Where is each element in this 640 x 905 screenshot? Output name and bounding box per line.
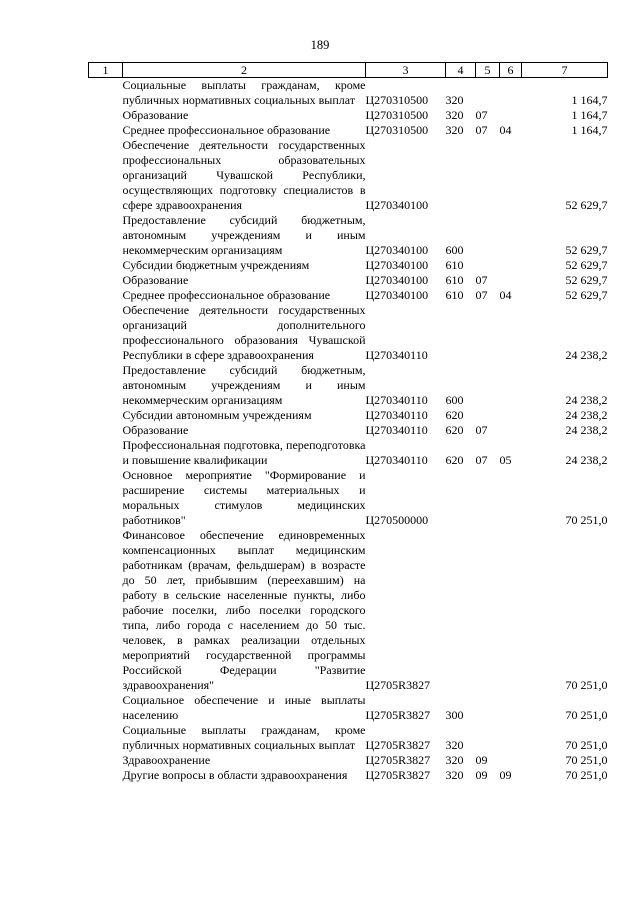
row-amount-cell: 70 251,0	[565, 708, 608, 722]
table-row	[89, 303, 608, 363]
row-subsection-cell: 09	[499, 768, 512, 782]
row-section-cell	[476, 528, 500, 693]
row-code-cell: Ц270340100	[365, 288, 429, 302]
row-number-cell	[89, 138, 123, 213]
row-code-cell: Ц270340110	[365, 408, 428, 422]
row-amount-cell: 70 251,0	[565, 738, 608, 752]
row-expense-type-cell	[446, 138, 476, 213]
table-row	[89, 78, 608, 109]
row-expense-type-cell: 320	[445, 123, 464, 137]
row-name-cell: Образование	[122, 108, 189, 122]
row-name-cell: Субсидии бюджетным учреждениям	[122, 258, 310, 272]
row-amount-cell: 70 251,0	[565, 768, 608, 782]
column-header-4: 4	[446, 63, 476, 78]
row-subsection-cell	[500, 753, 522, 768]
row-section-cell	[476, 363, 500, 408]
row-amount-cell: 70 251,0	[565, 513, 608, 527]
row-section-cell	[476, 468, 500, 528]
row-section-cell	[476, 723, 500, 753]
row-number-cell	[89, 288, 123, 303]
row-subsection-cell	[500, 468, 522, 528]
row-number-cell	[89, 408, 123, 423]
budget-table	[88, 62, 608, 783]
row-expense-type-cell: 320	[445, 108, 464, 122]
row-section-cell	[476, 693, 500, 723]
row-subsection-cell	[500, 693, 522, 723]
row-subsection-cell	[500, 108, 522, 123]
row-expense-type-cell: 610	[445, 273, 464, 287]
table-row	[89, 528, 608, 693]
row-subsection-cell: 04	[499, 123, 512, 137]
row-number-cell	[89, 123, 123, 138]
row-section-cell	[476, 303, 500, 363]
table-row	[89, 753, 608, 768]
row-expense-type-cell: 620	[445, 453, 464, 467]
row-amount-cell: 70 251,0	[565, 753, 608, 767]
row-code-cell: Ц270310500	[365, 108, 429, 122]
row-code-cell: Ц270310500	[365, 123, 429, 137]
row-expense-type-cell: 620	[445, 423, 464, 437]
row-expense-type-cell	[446, 528, 476, 693]
row-number-cell	[89, 213, 123, 258]
row-expense-type-cell: 320	[445, 768, 464, 782]
row-section-cell: 07	[475, 273, 488, 287]
column-header-6: 6	[500, 63, 522, 78]
row-code-cell: Ц270340100	[365, 243, 429, 257]
row-number-cell	[89, 363, 123, 408]
row-amount-cell: 1 164,7	[571, 108, 608, 122]
row-code-cell: Ц2705R3827	[365, 768, 431, 782]
row-number-cell	[89, 258, 123, 273]
row-expense-type-cell	[446, 303, 476, 363]
row-section-cell	[476, 213, 500, 258]
row-section-cell: 07	[475, 453, 488, 467]
column-header-3: 3	[366, 63, 446, 78]
row-number-cell	[89, 723, 123, 753]
row-code-cell: Ц2705R3827	[365, 738, 431, 752]
row-number-cell	[89, 423, 123, 438]
table-body	[89, 78, 608, 784]
row-name-cell: Среднее профессиональное образование	[122, 288, 331, 302]
row-code-cell: Ц270310500	[365, 93, 429, 107]
row-number-cell	[89, 693, 123, 723]
row-expense-type-cell: 320	[445, 93, 464, 107]
row-number-cell	[89, 108, 123, 123]
row-amount-cell: 24 238,2	[565, 348, 608, 362]
table-header	[89, 63, 608, 78]
row-name-cell: Финансовое обеспечение единовременных компенсационных выплат медицинским работникам (врачам, фельдшерам) в возрасте до 50 лет, прибывшим (переехавшим) на работу в сельские населенные пункты, либо рабочие поселки, либо поселки городского типа, либо города с населением до 50 тыс. человек, в рамках реализации отдельных мероприятий государственной программы Российской Федерации "Развитие здравоохранения"	[122, 528, 366, 692]
row-section-cell	[476, 258, 500, 273]
row-number-cell	[89, 438, 123, 468]
row-number-cell	[89, 528, 123, 693]
table-row	[89, 138, 608, 213]
row-subsection-cell	[500, 213, 522, 258]
row-amount-cell: 70 251,0	[565, 678, 608, 692]
row-subsection-cell: 04	[499, 288, 512, 302]
row-amount-cell: 24 238,2	[565, 453, 608, 467]
row-amount-cell: 52 629,7	[565, 288, 608, 302]
row-code-cell: Ц270500000	[365, 513, 429, 527]
row-name-cell: Среднее профессиональное образование	[122, 123, 331, 137]
table-row	[89, 693, 608, 723]
row-code-cell: Ц270340100	[365, 198, 429, 212]
row-name-cell: Обеспечение деятельности государственных профессиональных образовательных организаций Чувашской Республики, осуществляющих подготовку специалистов в сфере здравоохранения	[122, 138, 366, 212]
row-expense-type-cell: 600	[445, 243, 464, 257]
row-section-cell: 07	[475, 423, 488, 437]
page-number: 189	[310, 38, 330, 52]
row-expense-type-cell: 600	[445, 393, 464, 407]
column-header-7: 7	[522, 63, 608, 78]
table-row	[89, 288, 608, 303]
row-code-cell: Ц270340100	[365, 258, 429, 272]
table-row	[89, 768, 608, 783]
row-code-cell: Ц2705R3827	[365, 708, 431, 722]
row-subsection-cell	[500, 723, 522, 753]
row-name-cell: Другие вопросы в области здравоохранения	[122, 768, 348, 782]
column-header-2: 2	[123, 63, 366, 78]
row-section-cell	[476, 78, 500, 109]
row-section-cell	[476, 408, 500, 423]
row-code-cell: Ц270340110	[365, 453, 428, 467]
row-name-cell: Социальные выплаты гражданам, кроме публичных нормативных социальных выплат	[122, 78, 366, 107]
row-subsection-cell	[500, 528, 522, 693]
table-row	[89, 468, 608, 528]
row-subsection-cell	[500, 258, 522, 273]
row-amount-cell: 52 629,7	[565, 198, 608, 212]
row-code-cell: Ц2705R3827	[365, 678, 431, 692]
row-amount-cell: 24 238,2	[565, 408, 608, 422]
row-subsection-cell	[500, 423, 522, 438]
table-row	[89, 363, 608, 408]
row-code-cell: Ц270340110	[365, 348, 428, 362]
row-name-cell: Предоставление субсидий бюджетным, автономным учреждениям и иным некоммерческим организациям	[122, 213, 366, 257]
row-expense-type-cell: 610	[445, 258, 464, 272]
row-amount-cell: 52 629,7	[565, 258, 608, 272]
row-name-cell: Обеспечение деятельности государственных организаций дополнительного профессионального образования Чувашской Республики в сфере здравоохранения	[122, 303, 366, 362]
row-number-cell	[89, 303, 123, 363]
row-subsection-cell	[500, 78, 522, 109]
table-row	[89, 438, 608, 468]
row-name-cell: Здравоохранение	[122, 753, 211, 767]
row-subsection-cell	[500, 303, 522, 363]
row-amount-cell: 52 629,7	[565, 273, 608, 287]
row-number-cell	[89, 273, 123, 288]
row-section-cell	[476, 138, 500, 213]
row-expense-type-cell	[446, 468, 476, 528]
row-name-cell: Субсидии автономным учреждениям	[122, 408, 312, 422]
row-expense-type-cell: 620	[445, 408, 464, 422]
row-code-cell: Ц270340110	[365, 423, 428, 437]
row-code-cell: Ц270340110	[365, 393, 428, 407]
row-name-cell: Профессиональная подготовка, переподготовка и повышение квалификации	[122, 438, 366, 467]
row-amount-cell: 52 629,7	[565, 243, 608, 257]
row-number-cell	[89, 78, 123, 109]
row-expense-type-cell: 320	[445, 738, 464, 752]
table-row	[89, 108, 608, 123]
row-section-cell: 07	[475, 288, 488, 302]
row-name-cell: Образование	[122, 273, 189, 287]
row-section-cell: 07	[475, 123, 488, 137]
row-amount-cell: 24 238,2	[565, 393, 608, 407]
table-row	[89, 123, 608, 138]
column-header-1: 1	[89, 63, 123, 78]
row-number-cell	[89, 468, 123, 528]
row-name-cell: Предоставление субсидий бюджетным, автономным учреждениям и иным некоммерческим организациям	[122, 363, 366, 407]
table-row	[89, 423, 608, 438]
row-name-cell: Образование	[122, 423, 189, 437]
row-section-cell: 09	[475, 768, 488, 782]
row-code-cell: Ц270340100	[365, 273, 429, 287]
row-number-cell	[89, 753, 123, 768]
table-row	[89, 273, 608, 288]
row-subsection-cell: 05	[499, 453, 512, 467]
row-code-cell: Ц2705R3827	[365, 753, 431, 767]
column-header-5: 5	[476, 63, 500, 78]
row-amount-cell: 1 164,7	[571, 123, 608, 137]
row-section-cell: 09	[475, 753, 488, 767]
row-number-cell	[89, 768, 123, 783]
row-name-cell: Социальные выплаты гражданам, кроме публичных нормативных социальных выплат	[122, 723, 366, 752]
row-name-cell: Социальное обеспечение и иные выплаты населению	[122, 693, 366, 722]
row-expense-type-cell: 610	[445, 288, 464, 302]
table-row	[89, 213, 608, 258]
row-section-cell: 07	[475, 108, 488, 122]
table-row	[89, 408, 608, 423]
row-amount-cell: 1 164,7	[571, 93, 608, 107]
row-expense-type-cell: 300	[445, 708, 464, 722]
table-row	[89, 258, 608, 273]
row-name-cell: Основное мероприятие "Формирование и расширение системы материальных и моральных стимулов медицинских работников"	[122, 468, 366, 527]
header-row	[89, 63, 608, 78]
row-expense-type-cell: 320	[445, 753, 464, 767]
table-row	[89, 723, 608, 753]
row-amount-cell: 24 238,2	[565, 423, 608, 437]
row-subsection-cell	[500, 138, 522, 213]
row-subsection-cell	[500, 273, 522, 288]
row-subsection-cell	[500, 408, 522, 423]
row-subsection-cell	[500, 363, 522, 408]
